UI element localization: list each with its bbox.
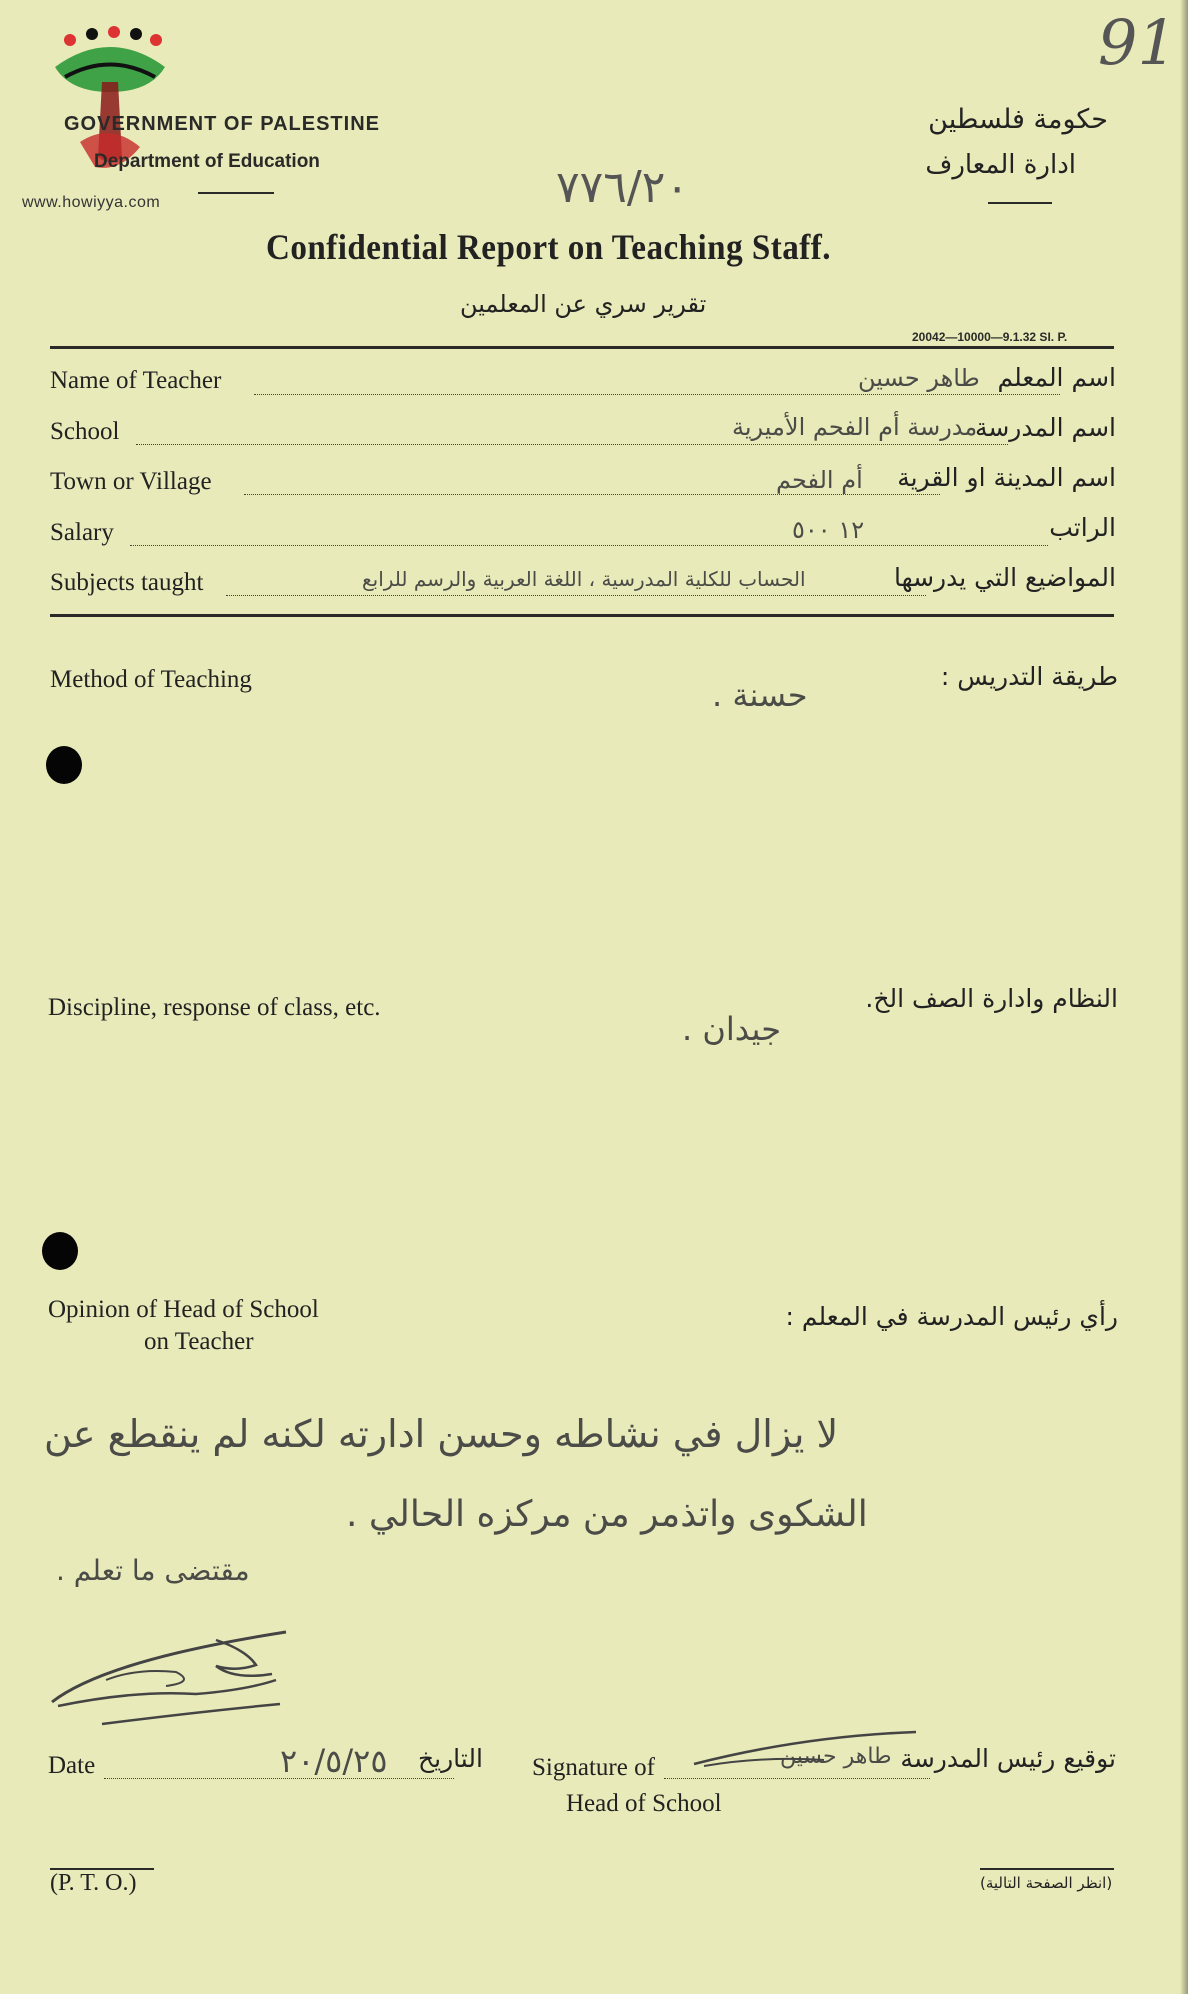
org-name-ar: حكومة فلسطين — [928, 104, 1108, 135]
field-value: طاهر حسين — [858, 364, 980, 392]
method-label-ar: طريقة التدريس : — [940, 662, 1118, 691]
discipline-label-en: Discipline, response of class, etc. — [48, 994, 381, 1021]
field-value: ١٢ ٥٠٠ — [792, 516, 865, 544]
fields-bottom-rule — [50, 614, 1114, 617]
report-title-ar: تقرير سري عن المعلمين — [460, 290, 707, 318]
signature-value: طاهر حسين — [780, 1744, 892, 1769]
opinion-label-en-line1: Opinion of Head of School — [48, 1296, 319, 1323]
pto-ar: (انظر الصفحة التالية) — [980, 1874, 1113, 1892]
header-left-underline — [198, 192, 274, 194]
field-value: مدرسة أم الفحم الأميرية — [732, 413, 978, 441]
signature-label-ar: توقيع رئيس المدرسة — [900, 1744, 1116, 1773]
field-dots — [226, 595, 926, 596]
page-number: 91 — [1098, 6, 1177, 79]
opinion-label-ar: رأي رئيس المدرسة في المعلم : — [785, 1302, 1118, 1331]
method-value: حسنة . — [712, 676, 808, 714]
date-label-en: Date — [48, 1752, 96, 1779]
discipline-label-ar: النظام وادارة الصف الخ. — [865, 984, 1118, 1013]
opinion-text-line2: الشكوى واتذمر من مركزه الحالي . — [346, 1494, 868, 1535]
pto-en: (P. T. O.) — [50, 1870, 137, 1896]
top-rule — [50, 346, 1114, 349]
org-name-en: GOVERNMENT OF PALESTINE — [64, 113, 380, 135]
header-right-underline — [988, 202, 1052, 204]
punch-hole-top — [46, 746, 82, 784]
method-label-en: Method of Teaching — [50, 666, 252, 693]
head-signature-scrawl — [46, 1620, 296, 1730]
punch-hole-bottom — [42, 1232, 78, 1270]
report-title-en: Confidential Report on Teaching Staff. — [266, 227, 831, 267]
opinion-text-line1: لا يزال في نشاطه وحسن ادارته لكنه لم ينقطع عن — [44, 1412, 839, 1456]
dept-name-ar: ادارة المعارف — [925, 150, 1076, 180]
field-label-ar: المواضيع التي يدرسها — [893, 563, 1116, 592]
discipline-value: جيدان . — [682, 1010, 781, 1048]
reference-number: ٧٧٦/٢٠ — [556, 162, 689, 213]
print-code: 20042—10000—9.1.32 SI. P. — [912, 330, 1068, 344]
field-value: الحساب للكلية المدرسية ، اللغة العربية والرسم للرابع — [362, 567, 806, 591]
field-label-ar: اسم المدينة او القرية — [897, 463, 1116, 492]
field-dots — [136, 444, 1008, 445]
field-dots — [244, 494, 940, 495]
date-dots — [104, 1778, 454, 1779]
field-label-en: School — [50, 418, 120, 445]
signature-label-en: Signature of — [532, 1754, 655, 1781]
signature-dots — [664, 1778, 930, 1779]
date-label-ar: التاريخ — [418, 1744, 483, 1773]
field-dots — [130, 545, 1048, 546]
field-label-ar: الراتب — [1049, 513, 1116, 542]
field-label-en: Name of Teacher — [50, 367, 222, 394]
date-value: ٢٠/٥/٢٥ — [280, 1742, 388, 1780]
signature-flourish — [684, 1730, 924, 1770]
dept-name-en: Department of Education — [94, 151, 320, 172]
field-label-ar: اسم المعلم — [997, 363, 1116, 392]
opinion-label-en-line2: on Teacher — [144, 1328, 254, 1355]
signature-label-en-line2: Head of School — [566, 1790, 722, 1817]
field-label-ar: اسم المدرسة — [974, 413, 1116, 442]
opinion-text-line3: مقتضى ما تعلم . — [56, 1554, 250, 1587]
field-label-en: Salary — [50, 519, 114, 546]
field-value: أم الفحم — [776, 466, 863, 494]
field-label-en: Subjects taught — [50, 569, 204, 596]
watermark-site: www.howiyya.com — [22, 194, 161, 211]
footer-right-rule — [980, 1868, 1114, 1870]
field-label-en: Town or Village — [50, 468, 212, 495]
field-dots — [254, 394, 1060, 395]
